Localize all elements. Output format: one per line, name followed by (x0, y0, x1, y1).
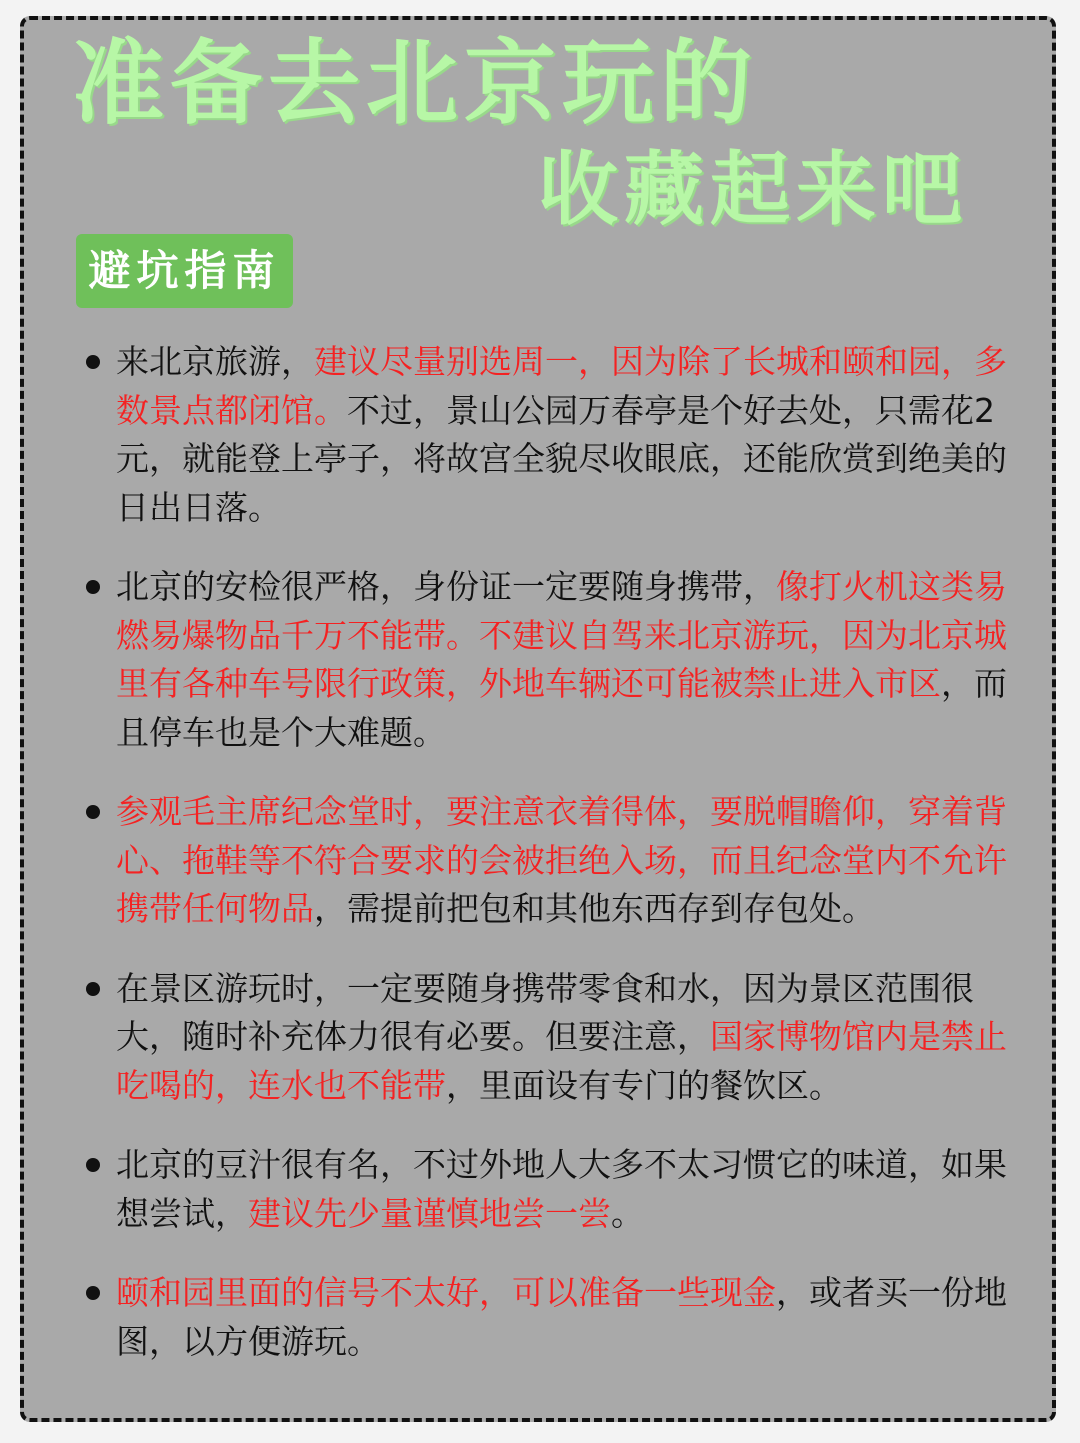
tip-item (82, 1269, 1028, 1366)
tip-highlight: 建议尽量别选周一，因为除了长城和颐和园，多数景点都闭馆。 (116, 342, 1007, 430)
bullet-icon (86, 355, 100, 369)
tip-text: 来北京旅游， (116, 342, 314, 381)
tip-text: 北京的豆汁很有名，不过外地人大多不太习惯它的味道，如果想尝试， (116, 1145, 1007, 1233)
bullet-icon (86, 580, 100, 594)
tip-highlight: 建议先少量谨慎地尝一尝 (248, 1193, 611, 1233)
tip-text: ，或者买一份地图，以方便游玩。 (116, 1273, 1007, 1361)
tip-highlight: 国家博物馆内是禁止吃喝的，连水也不能带 (116, 1017, 1007, 1105)
bullet-icon (86, 982, 100, 996)
bullet-icon (86, 805, 100, 819)
title-line-1: 准备去北京玩的 (72, 30, 759, 137)
tip-text: 不过，景山公园万春亭是个好去处，只需花2元，就能登上亭子，将故宫全貌尽收眼底，还能欣赏到绝美的日出日落。 (116, 390, 1007, 527)
title-line-2: 收藏起来吧 (538, 143, 968, 236)
tip-item (82, 788, 1028, 934)
tip-highlight: 像打火机这类易燃易爆物品千万不能带。不建议自驾来北京游玩，因为北京城里有各种车号限行政策，外地车辆还可能被禁止进入市区 (116, 567, 1007, 703)
tip-item (82, 563, 1028, 757)
tip-text: 。 (611, 1193, 644, 1233)
tips-list (82, 338, 1028, 1366)
tip-text: ，里面设有专门的餐饮区。 (446, 1065, 842, 1105)
tip-text: ，需提前把包和其他东西存到存包处。 (314, 889, 875, 928)
tip-item (82, 338, 1028, 532)
tip-text: ，而且停车也是个大难题。 (116, 664, 1007, 752)
tip-text: 北京的安检很严格，身份证一定要随身携带， (116, 567, 776, 606)
tip-item (82, 1141, 1028, 1238)
bullet-icon (86, 1158, 100, 1172)
tip-item (82, 965, 1028, 1111)
tip-highlight: 参观毛主席纪念堂时，要注意衣着得体，要脱帽瞻仰，穿着背心、拖鞋等不符合要求的会被拒绝入场，而且纪念堂内不允许携带任何物品 (116, 792, 1007, 928)
tip-text: 在景区游玩时，一定要随身携带零食和水，因为景区范围很大，随时补充体力很有必要。但要注意， (116, 968, 974, 1056)
guide-badge: 避坑指南 (76, 234, 293, 308)
bullet-icon (86, 1286, 100, 1300)
tip-highlight: 颐和园里面的信号不太好，可以准备一些现金 (116, 1273, 776, 1312)
